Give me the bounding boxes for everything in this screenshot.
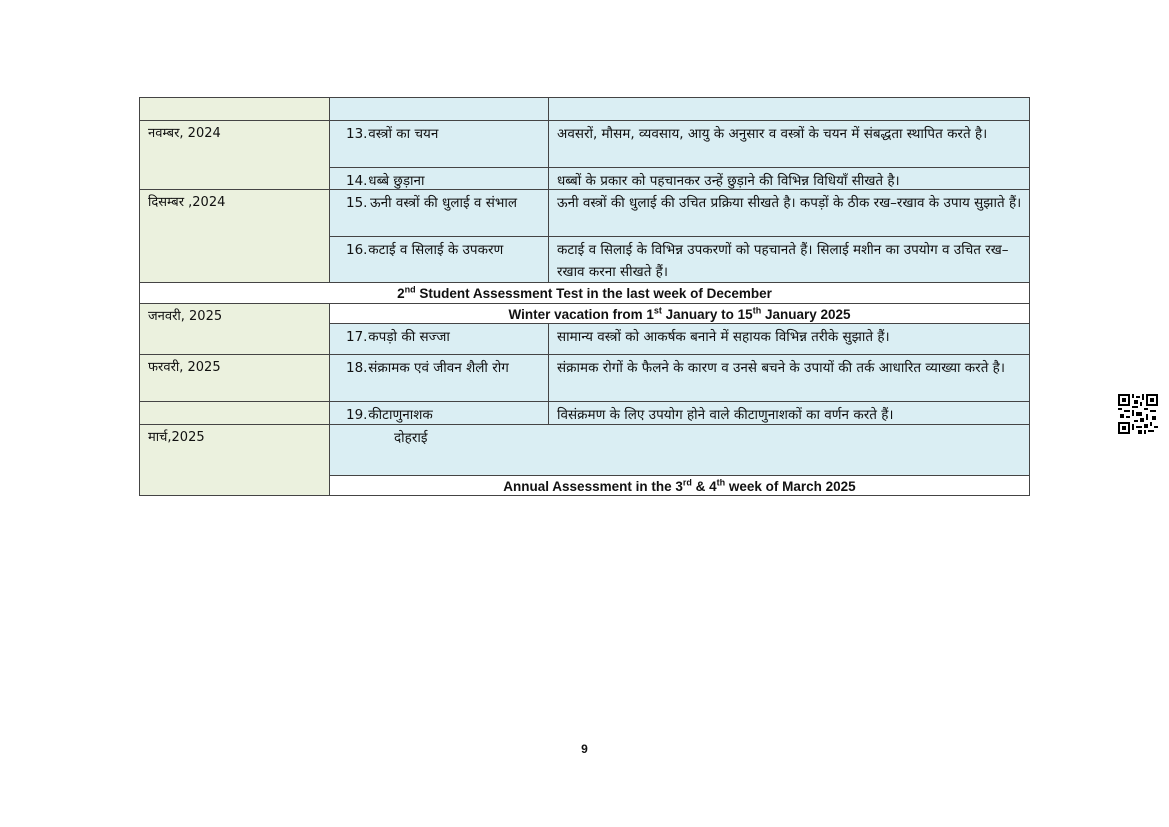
winter-vacation-note: Winter vacation from 1st January to 15th January 2025 (329, 303, 1030, 324)
outcome-13: अवसरों, मौसम, व्यवसाय, आयु के अनुसार व वस्त्रों के चयन में संबद्धता स्थापित करते है। (548, 120, 1030, 168)
month-november: नवम्बर, 2024 (139, 120, 330, 190)
outcome-16: कटाई व सिलाई के विभिन्न उपकरणों को पहचानते हैं। सिलाई मशीन का उपयोग व उचित रख–रखाव करना सीखते हैं। (548, 236, 1030, 283)
assessment-note-december: 2nd Student Assessment Test in the last week of December (139, 282, 1030, 304)
topic-16: 16. कटाई व सिलाई के उपकरण (329, 236, 549, 283)
topic-cell-empty (329, 97, 549, 121)
month-february: फरवरी, 2025 (139, 354, 330, 402)
annual-assessment-note: Annual Assessment in the 3rd & 4th week of March 2025 (329, 475, 1030, 496)
month-january: जनवरी, 2025 (139, 303, 330, 355)
topic-15: 15. ऊनी वस्त्रों की धुलाई व संभाल (329, 189, 549, 237)
topic-14: 14. धब्बे छुड़ाना (329, 167, 549, 190)
outcome-15: ऊनी वस्त्रों की धुलाई की उचित प्रक्रिया सीखते है। कपड़ों के ठीक रख–रखाव के उपाय सुझाते हैं। (548, 189, 1030, 237)
topic-18: 18. संक्रामक एवं जीवन शैली रोग (329, 354, 549, 402)
topic-19: 19. कीटाणुनाशक (329, 401, 549, 425)
month-cell-empty (139, 97, 330, 121)
month-february-continued (139, 401, 330, 425)
syllabus-table (139, 97, 1030, 496)
qr-code-icon (1118, 394, 1158, 434)
outcome-18: संक्रामक रोगों के फैलने के कारण व उनसे बचने के उपायों की तर्क आधारित व्याख्या करते है। (548, 354, 1030, 402)
month-december: दिसम्बर ,2024 (139, 189, 330, 283)
outcome-14: धब्बों के प्रकार को पहचानकर उन्हें छुड़ाने की विभिन्न विधियाँ सीखते है। (548, 167, 1030, 190)
outcome-19: विसंक्रमण के लिए उपयोग होने वाले कीटाणुनाशकों का वर्णन करते हैं। (548, 401, 1030, 425)
topic-17: 17. कपड़ो की सज्जा (329, 323, 549, 355)
topic-13: 13. वस्त्रों का चयन (329, 120, 549, 168)
month-march: मार्च,2025 (139, 424, 330, 496)
outcome-cell-empty (548, 97, 1030, 121)
outcome-17: सामान्य वस्त्रों को आकर्षक बनाने में सहायक विभिन्न तरीके सुझाते हैं। (548, 323, 1030, 355)
revision-cell: दोहराई (329, 424, 1030, 476)
page-number: 9 (581, 742, 588, 756)
